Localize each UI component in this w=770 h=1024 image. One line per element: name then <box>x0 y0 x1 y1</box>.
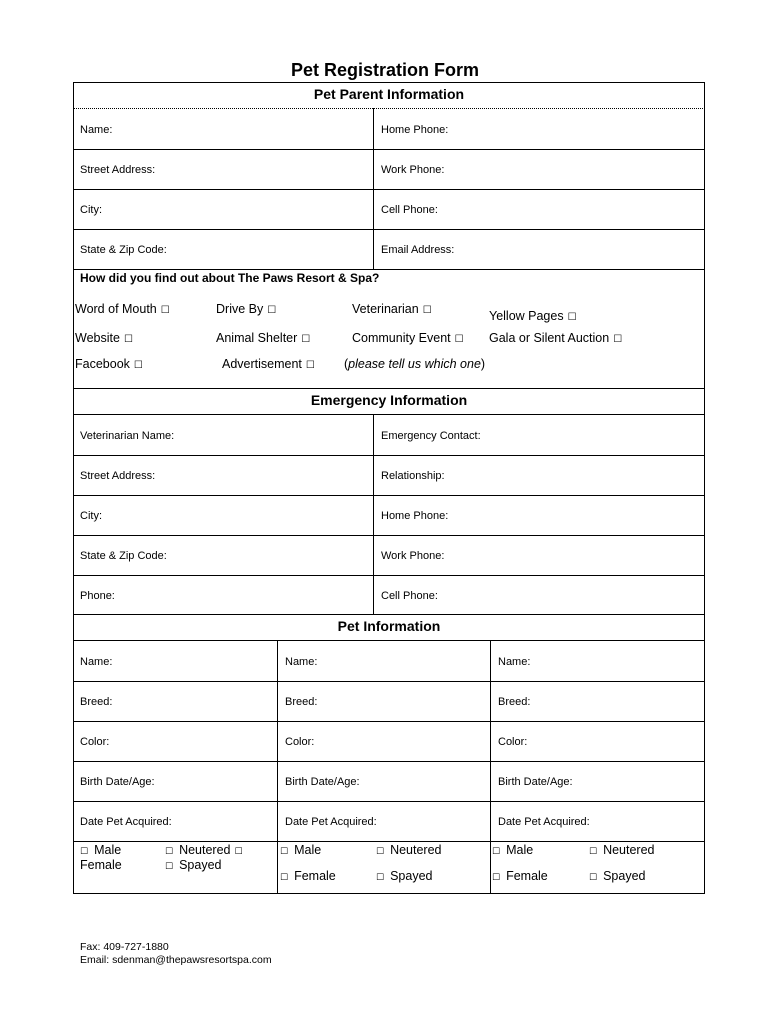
divider <box>73 269 705 270</box>
checkbox-icon[interactable]: ☐ <box>280 846 289 856</box>
pet2-male-option[interactable] <box>280 843 321 857</box>
parent-state-zip-field[interactable]: State & Zip Code: <box>80 244 167 256</box>
option-facebook[interactable] <box>75 357 143 371</box>
pet1-name-field[interactable]: Name: <box>80 656 113 668</box>
advertisement-note: (please tell us which one) <box>344 357 486 371</box>
checkbox-icon[interactable]: ☐ <box>280 872 289 882</box>
pet3-acquired-field[interactable]: Date Pet Acquired: <box>498 816 590 828</box>
option-label: Spayed <box>603 869 646 883</box>
divider <box>73 455 705 456</box>
pet1-breed-field[interactable]: Breed: <box>80 696 113 708</box>
checkbox-icon[interactable]: ☐ <box>492 872 501 882</box>
divider <box>73 801 705 802</box>
pet2-spayed-option[interactable] <box>376 869 432 883</box>
pet1-female-option[interactable] <box>80 858 122 872</box>
emergency-relationship-field[interactable]: Relationship: <box>381 470 445 482</box>
option-community-event[interactable] <box>352 331 464 345</box>
option-veterinarian[interactable] <box>352 302 432 316</box>
pet1-color-field[interactable]: Color: <box>80 736 110 748</box>
checkbox-icon[interactable]: ☐ <box>123 334 133 345</box>
checkbox-icon[interactable]: ☐ <box>589 872 598 882</box>
advertisement-note-text: please tell us which one <box>348 357 481 371</box>
divider <box>73 229 705 230</box>
checkbox-icon[interactable]: ☐ <box>376 846 385 856</box>
pet1-birthdate-field[interactable]: Birth Date/Age: <box>80 776 155 788</box>
checkbox-icon[interactable]: ☐ <box>301 334 311 345</box>
divider <box>73 535 705 536</box>
checkbox-icon[interactable]: ☐ <box>234 846 243 856</box>
parent-cell-phone-field[interactable]: Cell Phone: <box>381 204 438 216</box>
option-label: Yellow Pages <box>489 309 564 323</box>
option-label: Neutered <box>179 843 231 857</box>
pet3-breed-field[interactable]: Breed: <box>498 696 531 708</box>
parent-street-field[interactable]: Street Address: <box>80 164 156 176</box>
checkbox-icon[interactable]: ☐ <box>422 305 432 316</box>
column-divider <box>373 414 374 614</box>
form-title: Pet Registration Form <box>290 60 480 80</box>
pet1-male-option[interactable] <box>80 843 121 857</box>
pet3-birthdate-field[interactable]: Birth Date/Age: <box>498 776 573 788</box>
option-gala[interactable] <box>489 331 622 345</box>
checkbox-icon[interactable]: ☐ <box>567 312 577 323</box>
pet2-color-field[interactable]: Color: <box>285 736 315 748</box>
pet3-female-option[interactable] <box>492 869 548 883</box>
option-label: Neutered <box>603 843 655 857</box>
divider <box>73 640 705 641</box>
divider <box>73 721 705 722</box>
divider <box>73 614 705 615</box>
option-label: Website <box>75 331 120 345</box>
checkbox-icon[interactable]: ☐ <box>80 846 89 856</box>
option-word-of-mouth[interactable] <box>75 302 170 316</box>
contact-footer <box>80 941 272 967</box>
pet2-acquired-field[interactable]: Date Pet Acquired: <box>285 816 377 828</box>
emergency-contact-field[interactable]: Emergency Contact: <box>381 430 481 442</box>
emergency-work-phone-field[interactable]: Work Phone: <box>381 550 445 562</box>
option-label: Facebook <box>75 357 130 371</box>
pet2-neutered-option[interactable] <box>376 843 442 857</box>
pet2-birthdate-field[interactable]: Birth Date/Age: <box>285 776 360 788</box>
divider <box>73 841 705 842</box>
column-divider <box>490 640 491 894</box>
option-advertisement[interactable] <box>222 357 315 371</box>
parent-city-field[interactable]: City: <box>80 204 102 216</box>
column-divider <box>277 640 278 894</box>
divider <box>73 414 705 415</box>
option-drive-by[interactable] <box>216 302 276 316</box>
divider <box>73 149 705 150</box>
option-animal-shelter[interactable] <box>216 331 310 345</box>
vet-street-field[interactable]: Street Address: <box>80 470 156 482</box>
pet1-spayed-option[interactable] <box>165 858 221 872</box>
checkbox-icon[interactable]: ☐ <box>305 360 315 371</box>
checkbox-icon[interactable]: ☐ <box>454 334 464 345</box>
divider <box>73 108 705 109</box>
checkbox-icon[interactable]: ☐ <box>133 360 143 371</box>
divider <box>73 495 705 496</box>
checkbox-icon[interactable]: ☐ <box>589 846 598 856</box>
checkbox-icon[interactable]: ☐ <box>267 305 277 316</box>
pet1-acquired-field[interactable]: Date Pet Acquired: <box>80 816 172 828</box>
contact-email: Email: sdenman@thepawsresortspa.com <box>80 954 272 966</box>
parent-section-heading: Pet Parent Information <box>313 86 465 102</box>
pet3-name-field[interactable]: Name: <box>498 656 531 668</box>
divider <box>73 761 705 762</box>
option-label: Gala or Silent Auction <box>489 331 610 345</box>
pet1-neutered-option[interactable] <box>165 843 243 857</box>
checkbox-icon[interactable]: ☐ <box>165 861 174 871</box>
checkbox-icon[interactable]: ☐ <box>160 305 170 316</box>
vet-name-field[interactable]: Veterinarian Name: <box>80 430 175 442</box>
option-label: Word of Mouth <box>75 302 157 316</box>
option-label: Community Event <box>352 331 451 345</box>
column-divider <box>373 108 374 269</box>
emergency-cell-phone-field[interactable]: Cell Phone: <box>381 590 438 602</box>
option-label: Female <box>506 869 548 883</box>
pet3-neutered-option[interactable] <box>589 843 655 857</box>
fax-number: Fax: 409-727-1880 <box>80 941 169 953</box>
checkbox-icon[interactable]: ☐ <box>613 334 623 345</box>
divider <box>73 575 705 576</box>
pet-section-heading: Pet Information <box>337 618 441 634</box>
divider <box>73 681 705 682</box>
option-website[interactable] <box>75 331 133 345</box>
option-yellow-pages[interactable] <box>489 309 577 323</box>
option-label: Neutered <box>390 843 442 857</box>
vet-city-field[interactable]: City: <box>80 510 102 522</box>
option-label: Spayed <box>179 858 222 872</box>
option-label: Spayed <box>390 869 433 883</box>
divider <box>73 388 705 389</box>
pet3-male-option[interactable] <box>492 843 533 857</box>
option-label: Male <box>506 843 534 857</box>
checkbox-icon[interactable]: ☐ <box>492 846 501 856</box>
emergency-home-phone-field[interactable]: Home Phone: <box>381 510 449 522</box>
option-label: Male <box>94 843 122 857</box>
parent-home-phone-field[interactable]: Home Phone: <box>381 124 449 136</box>
option-label: Male <box>294 843 322 857</box>
parent-email-field[interactable]: Email Address: <box>381 244 455 256</box>
referral-question: How did you find out about The Paws Resort & Spa? <box>80 271 380 285</box>
option-label: Advertisement <box>222 357 302 371</box>
parent-work-phone-field[interactable]: Work Phone: <box>381 164 445 176</box>
pet2-name-field[interactable]: Name: <box>285 656 318 668</box>
checkbox-icon[interactable]: ☐ <box>165 846 174 856</box>
option-label: Drive By <box>216 302 264 316</box>
pet3-color-field[interactable]: Color: <box>498 736 528 748</box>
pet3-spayed-option[interactable] <box>589 869 645 883</box>
emergency-section-heading: Emergency Information <box>310 392 468 408</box>
vet-state-zip-field[interactable]: State & Zip Code: <box>80 550 167 562</box>
checkbox-icon[interactable]: ☐ <box>376 872 385 882</box>
option-label: Female <box>80 858 122 872</box>
pet2-breed-field[interactable]: Breed: <box>285 696 318 708</box>
option-label: Veterinarian <box>352 302 419 316</box>
pet2-female-option[interactable] <box>280 869 336 883</box>
parent-name-field[interactable]: Name: <box>80 124 113 136</box>
option-label: Animal Shelter <box>216 331 298 345</box>
divider <box>73 189 705 190</box>
vet-phone-field[interactable]: Phone: <box>80 590 115 602</box>
option-label: Female <box>294 869 336 883</box>
